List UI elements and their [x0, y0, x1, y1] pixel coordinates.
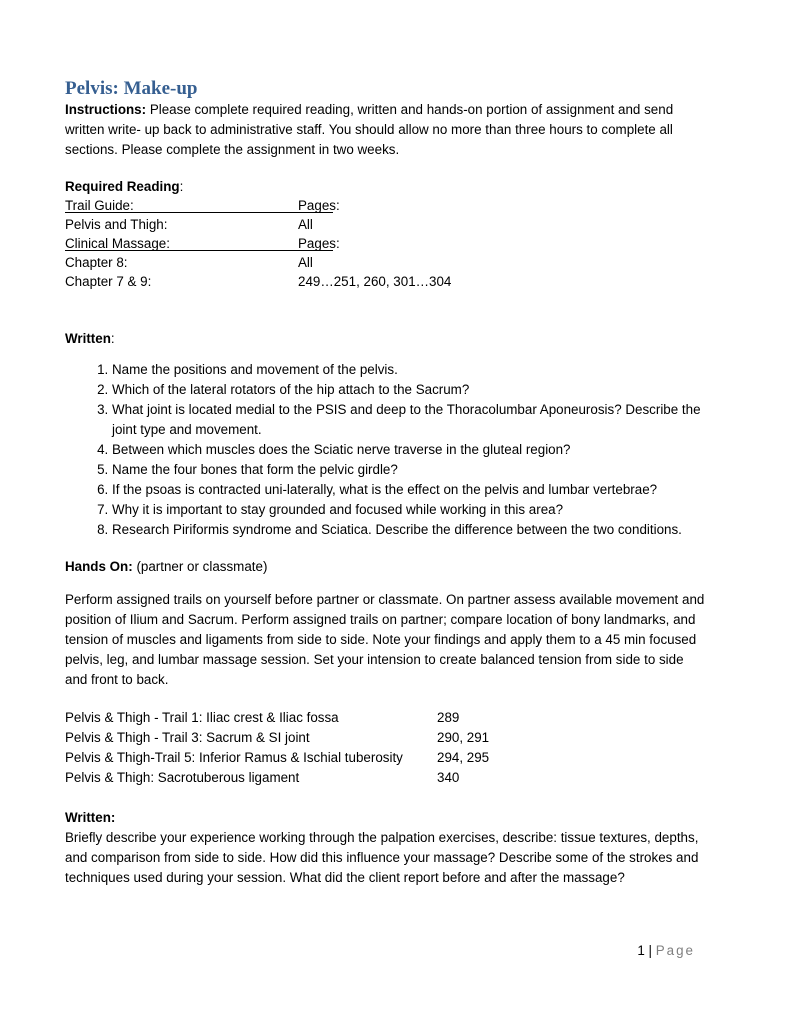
- page-title: Pelvis: Make-up: [65, 78, 198, 99]
- question-item: 5. Name the four bones that form the pelvic girdle?: [112, 460, 705, 480]
- page-footer: [637, 941, 695, 961]
- instructions-paragraph: [65, 100, 705, 160]
- reading-row-right: All: [298, 255, 313, 270]
- trail-pages: 289: [437, 710, 460, 725]
- trail-pages: 294, 295: [437, 750, 490, 765]
- written-colon: :: [110, 331, 115, 346]
- required-reading-label: Required Reading: [65, 179, 180, 194]
- instructions-label: Instructions:: [65, 102, 147, 117]
- written-heading: [65, 329, 115, 348]
- reading-row-right: 249…251, 260, 301…304: [298, 274, 452, 289]
- page-number: 1: [637, 943, 645, 958]
- reading-row-right: Pages:: [298, 198, 340, 213]
- trail-name: Pelvis & Thigh: Sacrotuberous ligament: [65, 770, 300, 785]
- reading-row-right: All: [298, 217, 313, 232]
- trail-name: Pelvis & Thigh - Trail 1: Iliac crest & Iliac fossa: [65, 710, 339, 725]
- question-item: 7. Why it is important to stay grounded and focused while working in this area?: [112, 500, 705, 520]
- written-reflection-label: Written:: [65, 810, 116, 825]
- trail-pages: 340: [437, 770, 460, 785]
- hands-on-subtitle: (partner or classmate): [136, 559, 268, 574]
- trail-pages: 290, 291: [437, 730, 490, 745]
- question-item: 1. Name the positions and movement of the pelvis.: [112, 360, 705, 380]
- hands-on-label: Hands On:: [65, 559, 133, 574]
- page-separator: |: [648, 943, 652, 958]
- reading-underline: [65, 250, 333, 251]
- reading-row-right: Pages:: [298, 236, 340, 251]
- hands-on-heading: [65, 557, 267, 576]
- reading-row-left: Chapter 7 & 9:: [65, 274, 152, 289]
- reading-row-left: Trail Guide:: [65, 198, 134, 213]
- hands-on-paragraph: Perform assigned trails on yourself before partner or classmate. On partner assess available movement and position of Ilium and Sacrum. Perform assigned trails on partner; compare location of bony landmarks, and tension of muscles and ligaments from side to side. Note your findings and apply them to a 45 min focused pelvis, leg, and lumbar massage session. Set your intension to create balanced tension from side to side and front to back.: [65, 592, 705, 687]
- reading-row-left: Clinical Massage:: [65, 236, 170, 251]
- written-label: Written: [65, 331, 111, 346]
- instructions-text: Please complete required reading, written and hands-on portion of assignment and send written write- up back to administrative staff. You should allow no more than three hours to complete all sections. Please complete the assignment in two weeks.: [65, 102, 674, 157]
- reading-row-left: Chapter 8:: [65, 255, 128, 270]
- question-item: 8. Research Piriformis syndrome and Sciatica. Describe the difference between the two conditions.: [112, 520, 705, 540]
- trail-name: Pelvis & Thigh-Trail 5: Inferior Ramus & Ischial tuberosity: [65, 750, 403, 765]
- required-reading-colon: :: [179, 179, 184, 194]
- question-item: 4. Between which muscles does the Sciatic nerve traverse in the gluteal region?: [112, 440, 705, 460]
- reading-row-left: Pelvis and Thigh:: [65, 217, 168, 232]
- required-reading-heading: [65, 177, 183, 196]
- question-item: 3. What joint is located medial to the PSIS and deep to the Thoracolumbar Aponeurosis? Describe the joint type and movement.: [112, 400, 705, 440]
- page-label: Page: [655, 943, 695, 958]
- reading-underline: [65, 212, 333, 213]
- written-questions-list: [65, 360, 705, 540]
- written-reflection-heading: [65, 808, 115, 827]
- question-item: 2. Which of the lateral rotators of the hip attach to the Sacrum?: [112, 380, 705, 400]
- question-item: 6. If the psoas is contracted uni-laterally, what is the effect on the pelvis and lumbar vertebrae?: [112, 480, 705, 500]
- trail-name: Pelvis & Thigh - Trail 3: Sacrum & SI joint: [65, 730, 310, 745]
- written-reflection-paragraph: Briefly describe your experience working through the palpation exercises, describe: tissue textures, depths, and comparison from side to side. How did this influence your massage? Describe some of the strokes and techniques used during your session. What did the client report before and after the massage?: [65, 830, 699, 885]
